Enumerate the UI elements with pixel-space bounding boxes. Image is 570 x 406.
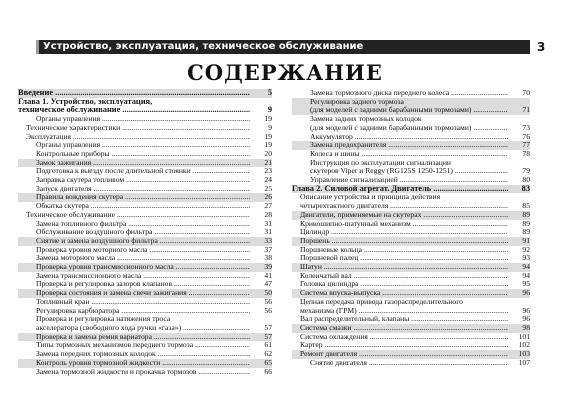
toc-entry-page: 39 [250, 263, 272, 272]
toc-entry-label: Снятие двигателя ..... [310, 359, 530, 367]
toc-entry-page: 107 [508, 359, 530, 368]
toc-entry-page: 20 [250, 150, 272, 159]
toc-entry-line: Глава 1. Устройство, эксплуатация, [18, 97, 153, 106]
toc-entry-page: 62 [250, 350, 272, 359]
toc-entry-label: Контроль уровня тормозной жидкости ..... [36, 359, 272, 367]
toc-entry[interactable] [292, 133, 530, 142]
toc-entry-page: 56 [250, 307, 272, 316]
toc-entry[interactable] [292, 89, 530, 98]
toc-entry[interactable] [18, 307, 272, 316]
toc-entry-page: 85 [508, 202, 530, 211]
toc-entry-page: 94 [508, 263, 530, 272]
toc-entry[interactable] [292, 193, 530, 210]
toc-entry-page: 80 [508, 176, 530, 185]
toc-entry-label: Запуск двигателя ..... [36, 185, 272, 193]
toc-entry[interactable] [18, 359, 272, 368]
toc-entry-label: Управление сигнализацией ..... [310, 176, 530, 184]
toc-entry-page: 96 [508, 289, 530, 298]
toc-entry-label: Замена трансмиссионного масла ..... [36, 272, 272, 280]
toc-entry-page: 89 [508, 211, 530, 220]
toc-entry-label: Поршневые кольца ..... [300, 246, 530, 254]
toc-entry[interactable] [18, 254, 272, 263]
toc-entry[interactable] [292, 228, 530, 237]
toc-entry[interactable] [18, 333, 272, 342]
toc-entry-label: Топливный кран ..... [36, 298, 272, 306]
toc-entry[interactable] [18, 246, 272, 255]
toc-entry-page: 65 [250, 359, 272, 368]
toc-entry-page: 83 [508, 185, 530, 194]
toc-entry[interactable] [18, 211, 272, 220]
toc-entry-label: Заправка скутера топливом ..... [36, 176, 272, 184]
toc-entry-page: 9 [250, 124, 272, 133]
toc-entry-page: 102 [508, 341, 530, 350]
toc-entry-label: Регулировка карбюратора ..... [36, 307, 272, 315]
toc-entry[interactable] [18, 350, 272, 359]
toc-entry-page: 19 [250, 133, 272, 142]
toc-entry[interactable] [292, 159, 530, 176]
toc-entry[interactable] [18, 176, 272, 185]
toc-entry-label: Система впуска-выпуска ..... [300, 289, 530, 297]
toc-entry[interactable] [292, 359, 530, 368]
toc-entry-line: Инструкция по эксплуатации сигнализации [310, 158, 451, 167]
toc-entry[interactable] [292, 220, 530, 229]
toc-entry-page: 31 [250, 220, 272, 229]
toc-entry-label: Ремонт двигателя ..... [300, 350, 530, 358]
toc-entry-page: 31 [250, 228, 272, 237]
toc-entry-page: 38 [250, 254, 272, 263]
toc-entry-page: 41 [250, 272, 272, 281]
toc-entry-label: Типы тормозных механизмов переднего тормоза ..... [36, 341, 272, 349]
toc-entry[interactable] [18, 115, 272, 124]
toc-entry[interactable] [18, 228, 272, 237]
toc-entry-page: 28 [250, 211, 272, 220]
toc-entry-label: Органы управления ..... [36, 115, 272, 123]
toc-entry-label: Замена тормозного диска переднего колеса ..... [310, 89, 530, 97]
toc-entry[interactable] [292, 176, 530, 185]
toc-entry-label: Система смазки ..... [300, 324, 530, 332]
toc-entry-page: 26 [250, 193, 272, 202]
toc-entry[interactable] [18, 124, 272, 133]
toc-entry-line: Проверка и регулировка натяжения троса [36, 315, 171, 324]
toc-entry-page: 92 [508, 246, 530, 255]
toc-entry[interactable] [292, 254, 530, 263]
toc-entry-label: Двигатели, применяемые на скутерах ..... [300, 211, 530, 219]
toc-entry-label: Картер ..... [300, 341, 530, 349]
toc-entry-line: Цепная передача привода газораспределительного [300, 297, 463, 306]
toc-right-column [292, 89, 530, 368]
toc-entry-page: 77 [508, 141, 530, 150]
toc-entry-label: Вал распределительный, клапаны ..... [300, 315, 530, 323]
toc-entry-label: Проверка уровня трансмиссионного масла ..... [36, 263, 272, 271]
toc-entry-label [36, 315, 250, 332]
toc-entry[interactable] [18, 159, 272, 168]
toc-entry-label: Поршневой палец ..... [300, 254, 530, 262]
toc-entry-page: 71 [508, 106, 530, 115]
toc-entry-label: Замена моторного масла ..... [36, 254, 272, 262]
toc-entry[interactable] [292, 150, 530, 159]
toc-entry-page: 95 [508, 280, 530, 289]
toc-entry-page: 94 [508, 272, 530, 281]
toc-entry-label: Замена предохранителя ..... [310, 141, 530, 149]
toc-entry[interactable] [18, 289, 272, 298]
toc-entry-page: 61 [250, 341, 272, 350]
toc-entry-label: Поршень ..... [300, 237, 530, 245]
toc-entry-label: Правила вождения скутера ..... [36, 193, 272, 201]
toc-entry-page: 9 [250, 106, 272, 115]
toc-entry-page: 21 [250, 159, 272, 168]
toc-entry-line: Описание устройства и принципа действия [300, 193, 441, 202]
toc-entry[interactable] [292, 280, 530, 289]
toc-entry-label: Обслуживание воздушного фильтра ..... [36, 228, 272, 236]
toc-entry[interactable] [18, 368, 272, 377]
toc-entry[interactable] [292, 298, 530, 315]
toc-entry-line: техническое обслуживание ..... [18, 106, 250, 115]
toc-entry-label: Контрольные приборы ..... [36, 150, 272, 158]
toc-entry-label [300, 298, 508, 315]
toc-entry-page: 66 [250, 368, 272, 377]
toc-left-column [18, 89, 272, 376]
toc-entry-label: Колеса и шины ..... [310, 150, 530, 158]
toc-entry-page: 76 [508, 133, 530, 142]
toc-entry-page: 33 [250, 237, 272, 246]
toc-entry-label [18, 98, 250, 115]
toc-entry-line: акселератора (свободного хода ручки «газа») ..... [36, 324, 250, 333]
toc-entry-label: Замена передних тормозных колодок ..... [36, 350, 272, 358]
toc-entry-page: 103 [508, 350, 530, 359]
toc-entry-page: 70 [508, 89, 530, 98]
toc-entry-label: Технические характеристики ..... [26, 124, 272, 132]
toc-entry-page: 93 [508, 254, 530, 263]
toc-entry[interactable] [292, 272, 530, 281]
toc-entry-label: Шатун ..... [300, 263, 530, 271]
toc-entry-line: четырехтактного двигателя ..... [300, 202, 508, 211]
toc-entry-label: Коленчатый вал ..... [300, 272, 530, 280]
toc-entry[interactable] [292, 333, 530, 342]
page-number: 3 [537, 40, 546, 54]
toc-entry-line: (для моделей с задними барабанными тормозами) ..... [310, 124, 508, 133]
toc-entry-label: Аккумулятор ..... [310, 133, 530, 141]
toc-entry[interactable] [292, 324, 530, 333]
toc-entry-label: Головка цилиндра ..... [300, 280, 530, 288]
toc-entry[interactable] [18, 272, 272, 281]
toc-entry-line: скутеров Viper и Reggy (RG125S 1250-1251) ..... [310, 167, 508, 176]
toc-entry-label: Проверка и замена ремня вариатора ..... [36, 333, 272, 341]
toc-entry-page: 37 [250, 246, 272, 255]
running-header-bar [36, 40, 530, 54]
toc-entry-label: Подготовка к выезду после длительной стоянки ..... [36, 167, 272, 175]
toc-entry-page: 50 [250, 289, 272, 298]
toc-entry[interactable] [18, 185, 272, 194]
toc-entry-label: Эксплуатация ..... [26, 133, 272, 141]
toc-entry[interactable] [292, 341, 530, 350]
toc-entry-page: 5 [250, 89, 272, 98]
toc-entry-label: Проверка состояния и замена свечи зажигания ..... [36, 289, 272, 297]
toc-entry[interactable] [292, 185, 530, 194]
toc-entry-label: Замок зажигания ..... [36, 159, 272, 167]
toc-entry-page: 101 [508, 333, 530, 342]
toc-entry-label: Замена топливного фильтра ..... [36, 220, 272, 228]
toc-entry-page: 73 [508, 124, 530, 133]
toc-entry[interactable] [292, 350, 530, 359]
toc-entry[interactable] [292, 246, 530, 255]
toc-entry[interactable] [18, 280, 272, 289]
toc-entry-page: 89 [508, 228, 530, 237]
toc-entry-page: 98 [508, 324, 530, 333]
toc-entry[interactable] [292, 315, 530, 324]
toc-entry[interactable] [292, 98, 530, 115]
toc-entry-label: Обкатка скутера ..... [36, 202, 272, 210]
toc-entry[interactable] [292, 237, 530, 246]
toc-entry-label: Техническое обслуживание ..... [26, 211, 272, 219]
toc-entry[interactable] [18, 263, 272, 272]
toc-entry-page: 24 [250, 176, 272, 185]
toc-entry[interactable] [18, 141, 272, 150]
toc-entry[interactable] [292, 115, 530, 132]
toc-entry-page: 89 [508, 220, 530, 229]
header-accent-mark [36, 40, 39, 54]
toc-entry[interactable] [292, 211, 530, 220]
toc-entry-label: Кривошипно-шатунный механизм ..... [300, 220, 530, 228]
toc-entry-label [310, 159, 508, 176]
toc-entry-label [300, 193, 508, 210]
toc-entry-page: 25 [250, 185, 272, 194]
toc-entry-label: Введение ..... [18, 89, 272, 97]
toc-entry-line: Замена задних тормозных колодок [310, 115, 422, 124]
toc-entry[interactable] [18, 167, 272, 176]
toc-entry-page: 57 [250, 333, 272, 342]
toc-entry-label [310, 98, 508, 115]
toc-entry-label: Замена тормозной жидкости и прокачка тормозов ..... [36, 368, 272, 376]
toc-entry-label: Проверка и регулировка зазоров клапанов ..... [36, 280, 272, 288]
running-header-title: Устройство, эксплуатация, техническое обслуживание [43, 41, 364, 52]
toc-entry-label [310, 115, 508, 132]
toc-title: СОДЕРЖАНИЕ [187, 60, 383, 85]
toc-entry-page: 47 [250, 280, 272, 289]
toc-entry[interactable] [292, 141, 530, 150]
toc-entry[interactable] [18, 237, 272, 246]
toc-entry[interactable] [18, 133, 272, 142]
toc-entry[interactable] [18, 298, 272, 307]
toc-entry-page: 57 [250, 324, 272, 333]
toc-entry[interactable] [292, 289, 530, 298]
toc-entry-page: 23 [250, 167, 272, 176]
toc-entry-page: 96 [508, 315, 530, 324]
toc-entry[interactable] [18, 193, 272, 202]
toc-entry[interactable] [292, 263, 530, 272]
toc-entry-page: 27 [250, 202, 272, 211]
toc-entry-page: 91 [508, 237, 530, 246]
toc-entry-page: 78 [508, 150, 530, 159]
toc-entry-line: (для моделей с задними барабанными тормозами) ..... [310, 106, 508, 115]
toc-entry-page: 96 [508, 307, 530, 316]
toc-entry[interactable] [18, 150, 272, 159]
toc-entry-label: Глава 2. Силовой агрегат. Двигатель ..... [292, 185, 530, 193]
toc-entry-label: Система охлаждения ..... [300, 333, 530, 341]
toc-entry-label: Снятие и замена воздушного фильтра ..... [36, 237, 272, 245]
toc-entry-line: механизма (ГРМ) ..... [300, 307, 508, 316]
toc-entry[interactable] [18, 89, 272, 98]
toc-entry-label: Проверка уровня моторного масла ..... [36, 246, 272, 254]
toc-entry[interactable] [18, 202, 272, 211]
toc-entry[interactable] [18, 341, 272, 350]
toc-entry-page: 19 [250, 141, 272, 150]
toc-entry[interactable] [18, 98, 272, 115]
toc-entry-page: 19 [250, 115, 272, 124]
toc-entry-page: 79 [508, 167, 530, 176]
toc-entry-page: 56 [250, 298, 272, 307]
toc-entry[interactable] [18, 315, 272, 332]
toc-entry-line: Регулировка заднего тормоза [310, 97, 404, 106]
toc-entry-label: Органы управления ..... [36, 141, 272, 149]
toc-entry-label: Цилиндр ..... [300, 228, 530, 236]
toc-entry[interactable] [18, 220, 272, 229]
